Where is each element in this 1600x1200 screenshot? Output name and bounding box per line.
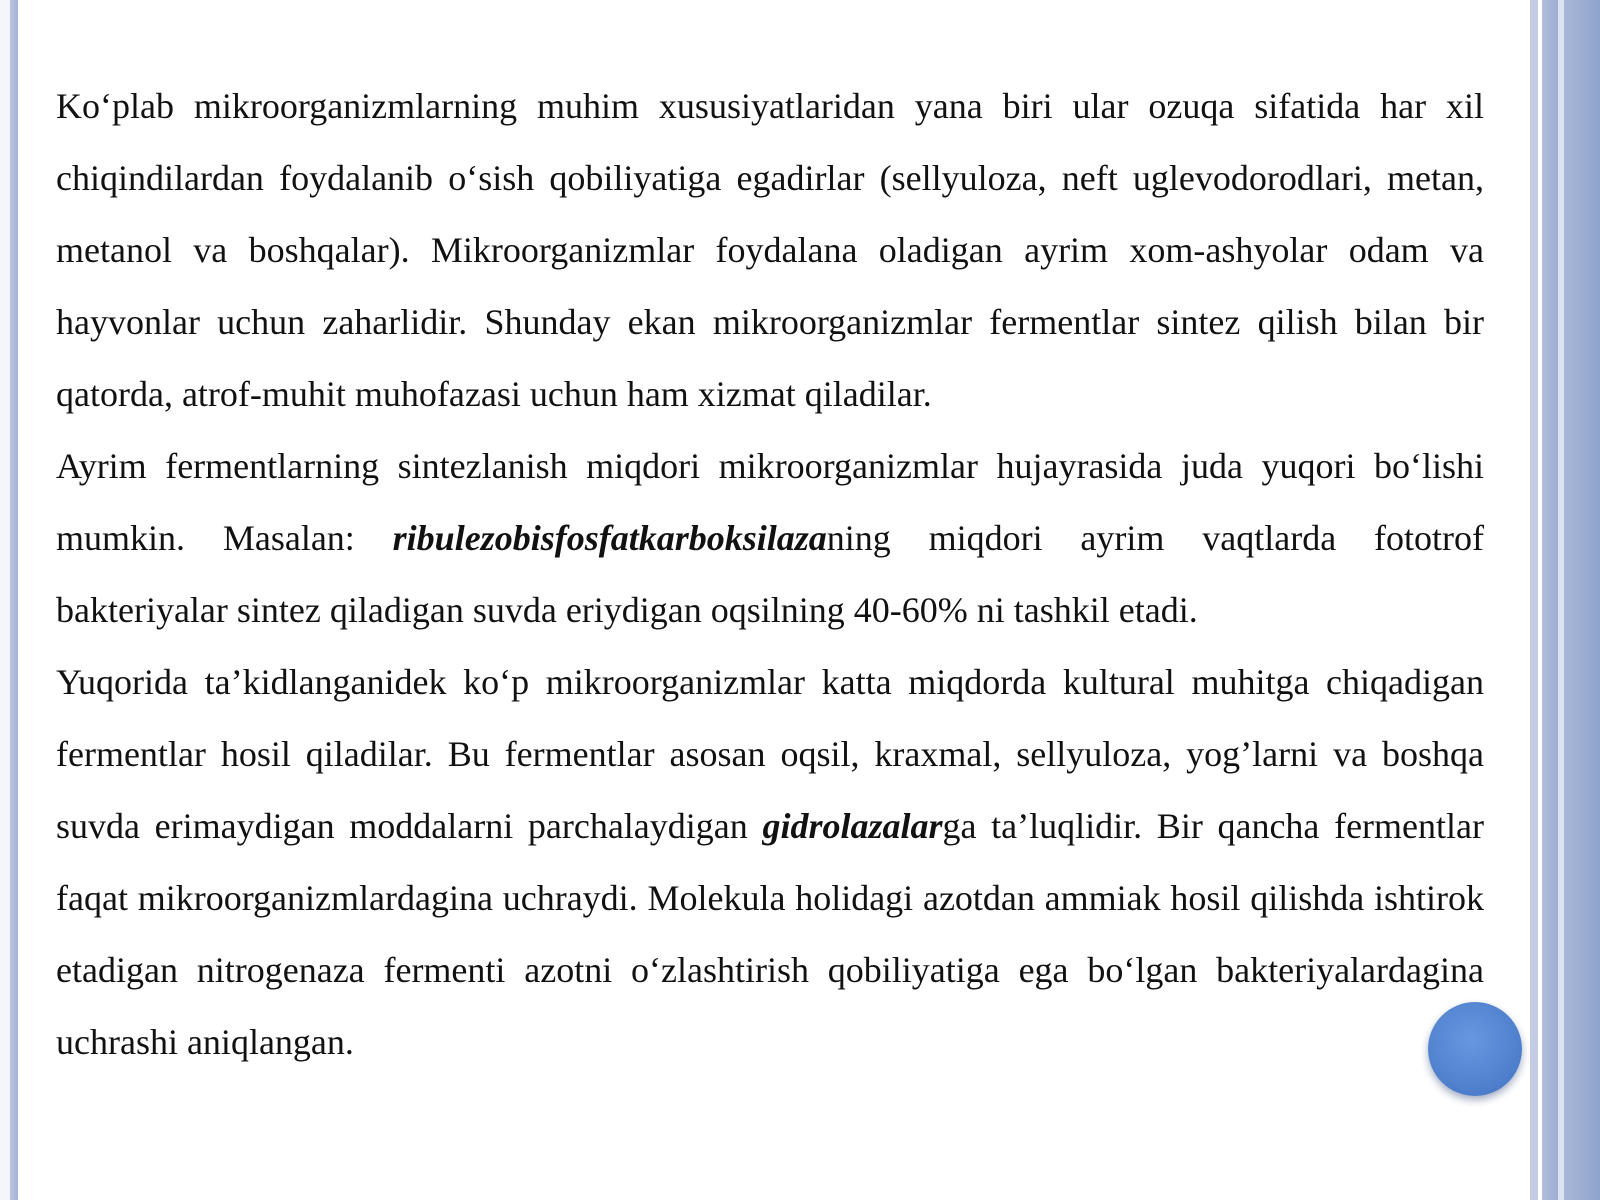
right-decorative-bar-1 (1530, 0, 1538, 1200)
term-ribulezobisfosfatkarboksilaza: ribulezobisfosfatkarboksilaza (392, 518, 827, 558)
circle-action-button[interactable] (1428, 1002, 1522, 1096)
slide-body (56, 70, 1484, 1078)
left-margin (0, 0, 10, 1200)
term-gidrolazalar: gidrolazalar (762, 806, 943, 846)
left-decorative-bar (10, 0, 18, 1200)
paragraph-3 (56, 646, 1484, 1078)
paragraph-3-text-before: Yuqorida ta’kidlanganidek ko‘p mikroorganizmlar katta miqdorda kultural muhitga chiqadigan fermentlar hosil qiladilar. Bu fermentlar asosan oqsil, kraxmal, sellyuloza, yog’larni va boshqa suvda erimaydigan moddalarni parchalaydigan (56, 662, 1484, 846)
right-decorative-bar-2 (1542, 0, 1558, 1200)
paragraph-2-text-after: ning miqdori ayrim vaqtlarda fototrof bakteriyalar sintez qiladigan suvda eriydigan oqsilning 40-60% ni tashkil etadi. (56, 518, 1484, 630)
paragraph-2 (56, 430, 1484, 646)
paragraph-2-text-before: Ayrim fermentlarning sintezlanish miqdori mikroorganizmlar hujayrasida juda yuqori bo‘lishi mumkin. Masalan: (56, 446, 1484, 558)
paragraph-3-text-after: ga ta’luqlidir. Bir qancha fermentlar faqat mikroorganizmlardagina uchraydi. Molekula holidagi azotdan ammiak hosil qilishda ishtirok etadigan nitrogenaza fermenti azotni o‘zlashtirish qobiliyatiga ega bo‘lgan bakteriyalardagina uchrashi aniqlangan. (56, 806, 1484, 1062)
right-decorative-bar-3 (1564, 0, 1600, 1200)
paragraph-1 (56, 70, 1484, 430)
paragraph-1-text: Ko‘plab mikroorganizmlarning muhim xususiyatlaridan yana biri ular ozuqa sifatida har xil chiqindilardan foydalanib o‘sish qobiliyatiga egadirlar (sellyuloza, neft uglevodorodlari, metan, metanol va boshqalar). Mikroorganizmlar foydalana oladigan ayrim xom-ashyolar odam va hayvonlar uchun zaharlidir. Shunday ekan mikroorganizmlar fermentlar sintez qilish bilan bir qatorda, atrof-muhit muhofazasi uchun ham xizmat qiladilar. (56, 86, 1484, 414)
